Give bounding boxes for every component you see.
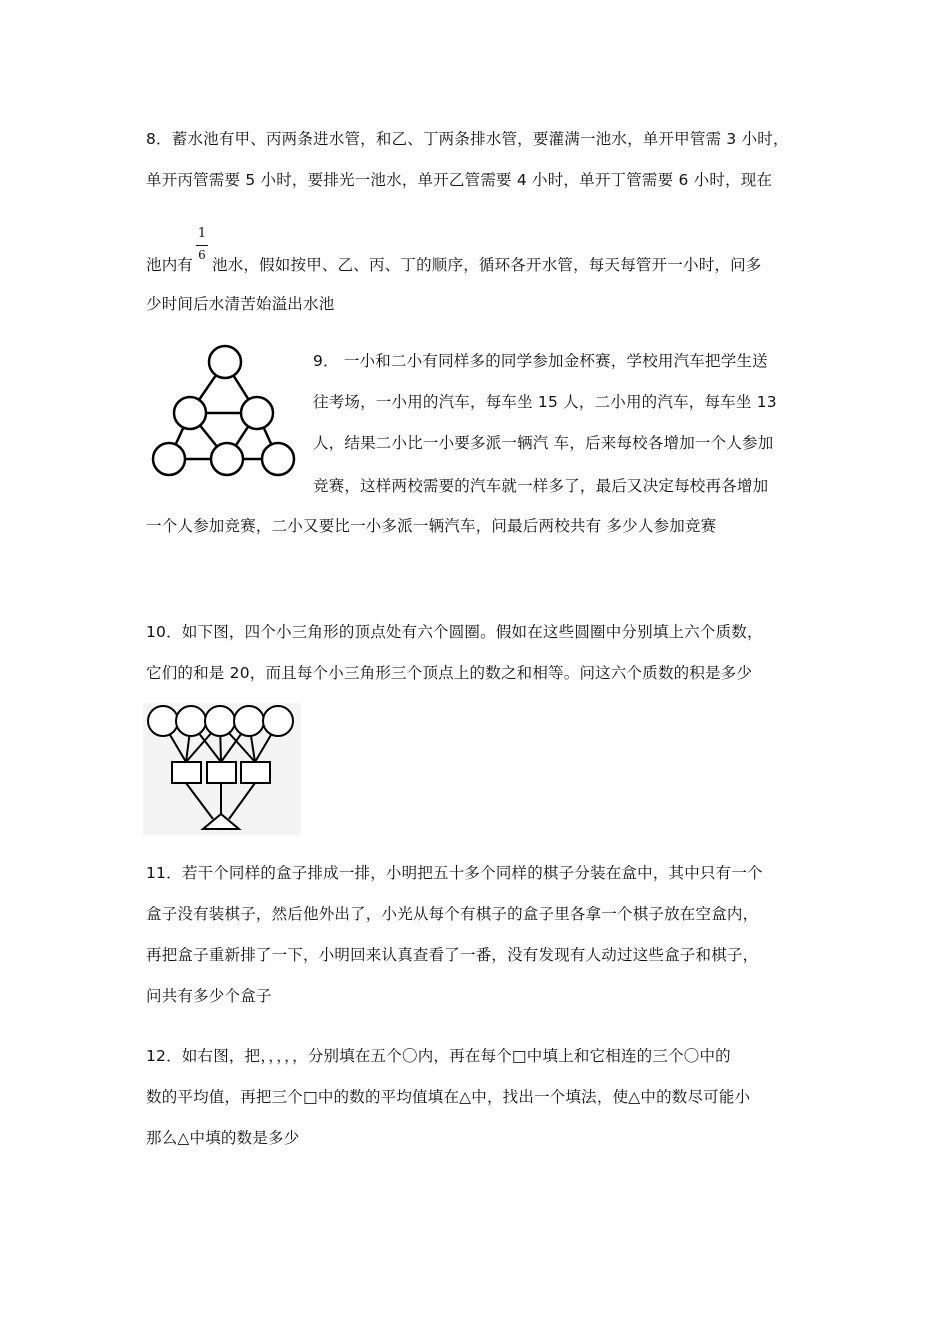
q9-line-3: 人，结果二小比一小要多派一辆汽 车，后来每校各增加一个人参加 <box>313 434 774 452</box>
fraction-numerator: 1 <box>197 226 207 241</box>
q11-line-4: 问共有多少个盒子 <box>146 987 272 1005</box>
q8-line-1: 8．蓄水池有甲、丙两条进水管，和乙、丁两条排水管，要灌满一池水，单开甲管需 3 小时， <box>146 130 789 148</box>
q11-line-1: 11．若干个同样的盒子排成一排，小明把五十多个同样的棋子分装在盒中，其中只有一个 <box>146 864 763 882</box>
q8-line-4: 少时间后水清苦始溢出水池 <box>146 295 335 313</box>
fraction-denominator: 6 <box>198 248 206 262</box>
q10-line-1: 10．如下图，四个小三角形的顶点处有六个圆圈。假如在这些圆圈中分别填上六个质数， <box>146 623 763 641</box>
triangle-circles-figure <box>148 340 300 480</box>
q12-line-3: 那么△中填的数是多少 <box>146 1129 300 1147</box>
q9-line-4: 竞赛，这样两校需要的汽车就一样多了，最后又决定每校再各增加 <box>313 477 769 495</box>
q8-line-3: 池水，假如按甲、乙、丙、丁的顺序，循环各开水管，每天每管开一小时，问多 <box>212 256 762 274</box>
q9-line-2: 往考场，一小用的汽车，每车坐 15 人，二小用的汽车，每车坐 13 <box>313 393 777 411</box>
q8-line-3-prefix: 池内有 <box>146 256 194 274</box>
q12-line-2: 数的平均值，再把三个□中的数的平均值填在△中，找出一个填法，使△中的数尽可能小 <box>146 1088 751 1106</box>
q10-line-2: 它们的和是 20，而且每个小三角形三个顶点上的数之和相等。问这六个质数的积是多少 <box>146 664 753 682</box>
q11-line-3: 再把盒子重新排了一下，小明回来认真查看了一番，没有发现有人动过这些盒子和棋子， <box>146 946 759 964</box>
fraction-bar <box>196 245 208 246</box>
q9-line-1: 9． 一小和二小有同样多的同学参加金杯赛，学校用汽车把学生送 <box>313 352 768 370</box>
circles-boxes-triangle-figure <box>143 703 301 835</box>
q12-line-1: 12．如右图，把，，，，，分别填在五个〇内，再在每个□中填上和它相连的三个〇中的 <box>146 1047 731 1065</box>
q11-line-2: 盒子没有装棋子，然后他外出了，小光从每个有棋子的盒子里各拿一个棋子放在空盒内， <box>146 905 759 923</box>
q9-line-5: 一个人参加竞赛，二小又要比一小多派一辆汽车，问最后两校共有 多少人参加竞赛 <box>146 517 717 535</box>
q8-line-2: 单开丙管需要 5 小时，要排光一池水，单开乙管需要 4 小时，单开丁管需要 6 小时，现在 <box>146 171 773 189</box>
